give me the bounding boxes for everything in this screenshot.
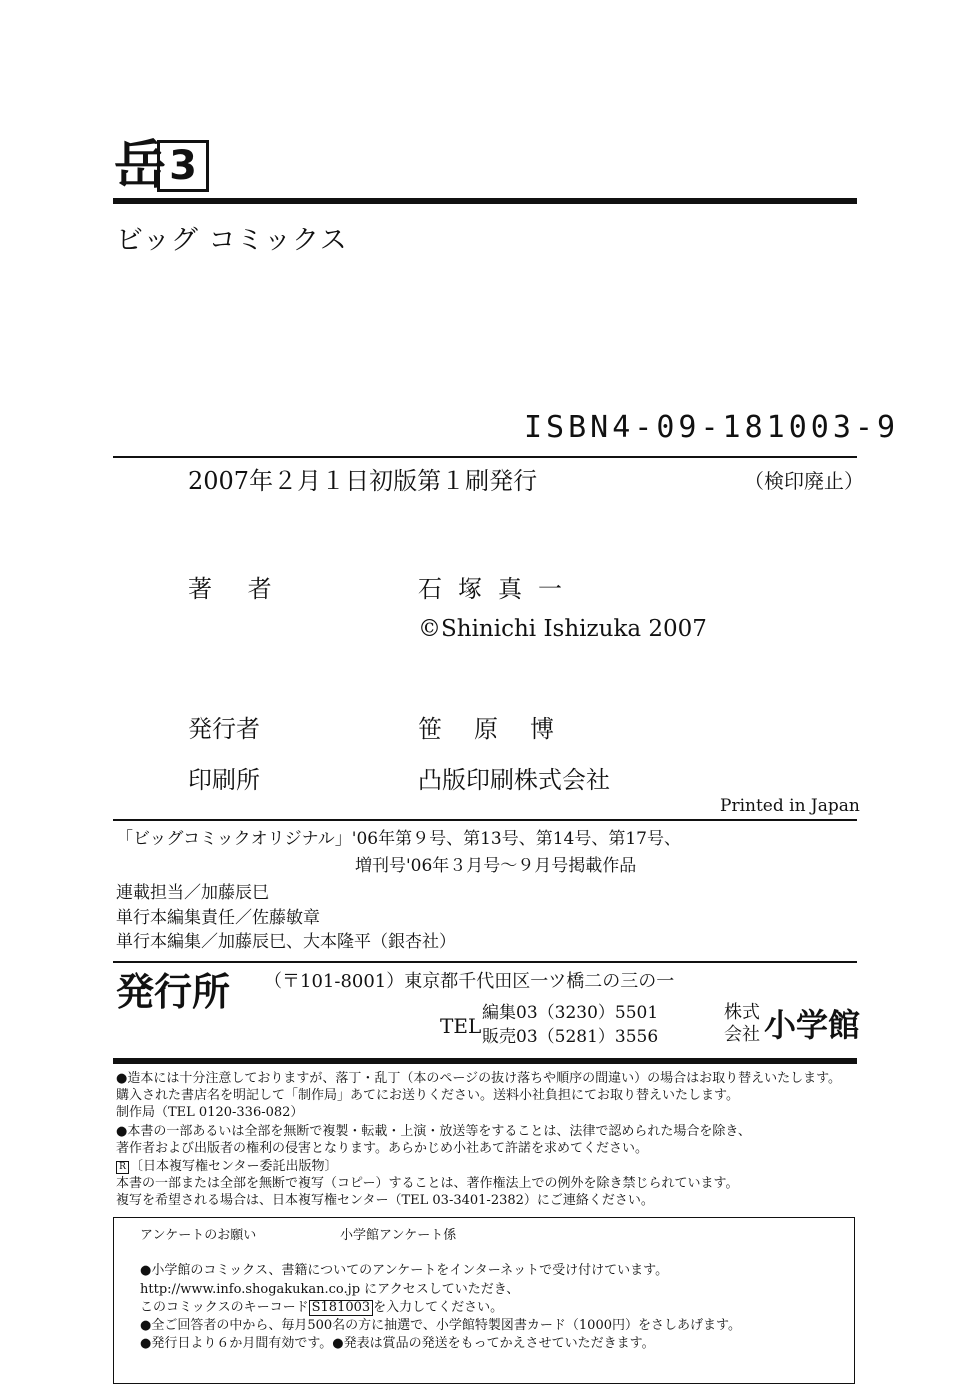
publisher-person-name: 笹原博 xyxy=(418,715,586,743)
survey-keycode-prefix: このコミックスのキーコード xyxy=(140,1300,309,1315)
publisher-address: （〒101-8001）東京都千代田区一ツ橋二の三の一 xyxy=(264,971,675,992)
tel-sales: 販売03（5281）3556 xyxy=(482,1027,659,1047)
edition-date: 2007年２月１日初版第１刷発行 xyxy=(188,467,538,495)
tel-label: TEL xyxy=(440,1014,482,1038)
title-rule xyxy=(113,198,857,204)
credit-line: 連載担当／加藤辰巳 xyxy=(116,883,269,903)
seal-abolished: （検印廃止） xyxy=(744,469,864,493)
survey-keycode: S181003 xyxy=(309,1300,374,1316)
survey-url-line: http://www.info.shogakukan.co.jp にアクセスしていただき、 xyxy=(140,1282,520,1297)
author-name: 石塚真一 xyxy=(418,575,578,603)
tel-editorial: 編集03（3230）5501 xyxy=(482,1003,659,1023)
company-type: 会社 xyxy=(724,1024,760,1045)
copyright-notice: ©Shinichi Ishizuka 2007 xyxy=(418,616,707,642)
legal-note: 購入された書店名を明記して「制作局」あてにお送りください。送料小社負担にてお取り替えいたします。 xyxy=(116,1088,739,1103)
book-title: 岳 xyxy=(114,135,167,196)
publisher-person-label: 発行者 xyxy=(188,715,260,743)
survey-keycode-suffix: を入力してください。 xyxy=(373,1300,504,1315)
legal-note-text: 〔日本複写権センター委託出版物〕 xyxy=(130,1159,338,1174)
registered-mark-icon: R xyxy=(116,1161,129,1174)
survey-title: アンケートのお願い xyxy=(140,1228,257,1243)
printer-label: 印刷所 xyxy=(188,766,260,794)
serialization-line: 「ビッグコミックオリジナル」'06年第９号、第13号、第14号、第17号、 xyxy=(116,829,681,849)
legal-note: ●本書の一部あるいは全部を無断で複製・転載・上演・放送等をすることは、法律で認められた場合を除き、 xyxy=(116,1124,751,1139)
survey-line: ●小学館のコミックス、書籍についてのアンケートをインターネットで受け付けています。 xyxy=(140,1263,669,1278)
author-label: 著 者 xyxy=(188,575,286,603)
company-type: 株式 xyxy=(724,1002,760,1023)
publisher-rule xyxy=(113,1058,857,1064)
isbn: ISBN4-09-181003-9 xyxy=(524,410,900,445)
credit-line: 単行本編集責任／佐藤敏章 xyxy=(116,908,320,928)
printed-rule xyxy=(113,819,857,821)
legal-note xyxy=(116,1158,337,1175)
series-name: ビッグ コミックス xyxy=(116,225,348,256)
legal-note: 制作局（TEL 0120-336-082） xyxy=(116,1105,304,1120)
survey-line: ●全ご回答者の中から、毎月500名の方に抽選で、小学館特製図書カード（1000円）をさしあげます。 xyxy=(140,1318,741,1333)
legal-note: ●造本には十分注意しておりますが、落丁・乱丁（本のページの抜け落ちや順序の間違い）の場合はお取り替えいたします。 xyxy=(116,1071,842,1086)
legal-note: 著作者および出版者の権利の侵害となります。あらかじめ小社あて許諾を求めてください。 xyxy=(116,1141,648,1156)
isbn-rule xyxy=(113,456,857,458)
legal-note: 本書の一部または全部を無断で複写（コピー）することは、著作権法上での例外を除き禁じられています。 xyxy=(116,1176,739,1191)
survey-line: ●発行日より６か月間有効です。●発表は賞品の発送をもってかえさせていただきます。 xyxy=(140,1336,655,1351)
volume-number: 3 xyxy=(157,140,209,192)
publisher-label: 発行所 xyxy=(116,970,231,1014)
company-name: 小学館 xyxy=(764,1006,861,1044)
printed-in-japan: Printed in Japan xyxy=(720,796,860,816)
survey-keycode-line xyxy=(140,1299,503,1316)
printer-name: 凸版印刷株式会社 xyxy=(418,766,610,794)
serialization-line: 増刊号'06年３月号～９月号掲載作品 xyxy=(355,856,637,876)
credit-line: 単行本編集／加藤辰巳、大本隆平（銀杏社） xyxy=(116,932,456,952)
survey-department: 小学館アンケート係 xyxy=(340,1228,457,1243)
credits-rule xyxy=(113,961,857,963)
legal-note: 複写を希望される場合は、日本複写権センター（TEL 03-3401-2382）にご連絡ください。 xyxy=(116,1193,654,1208)
